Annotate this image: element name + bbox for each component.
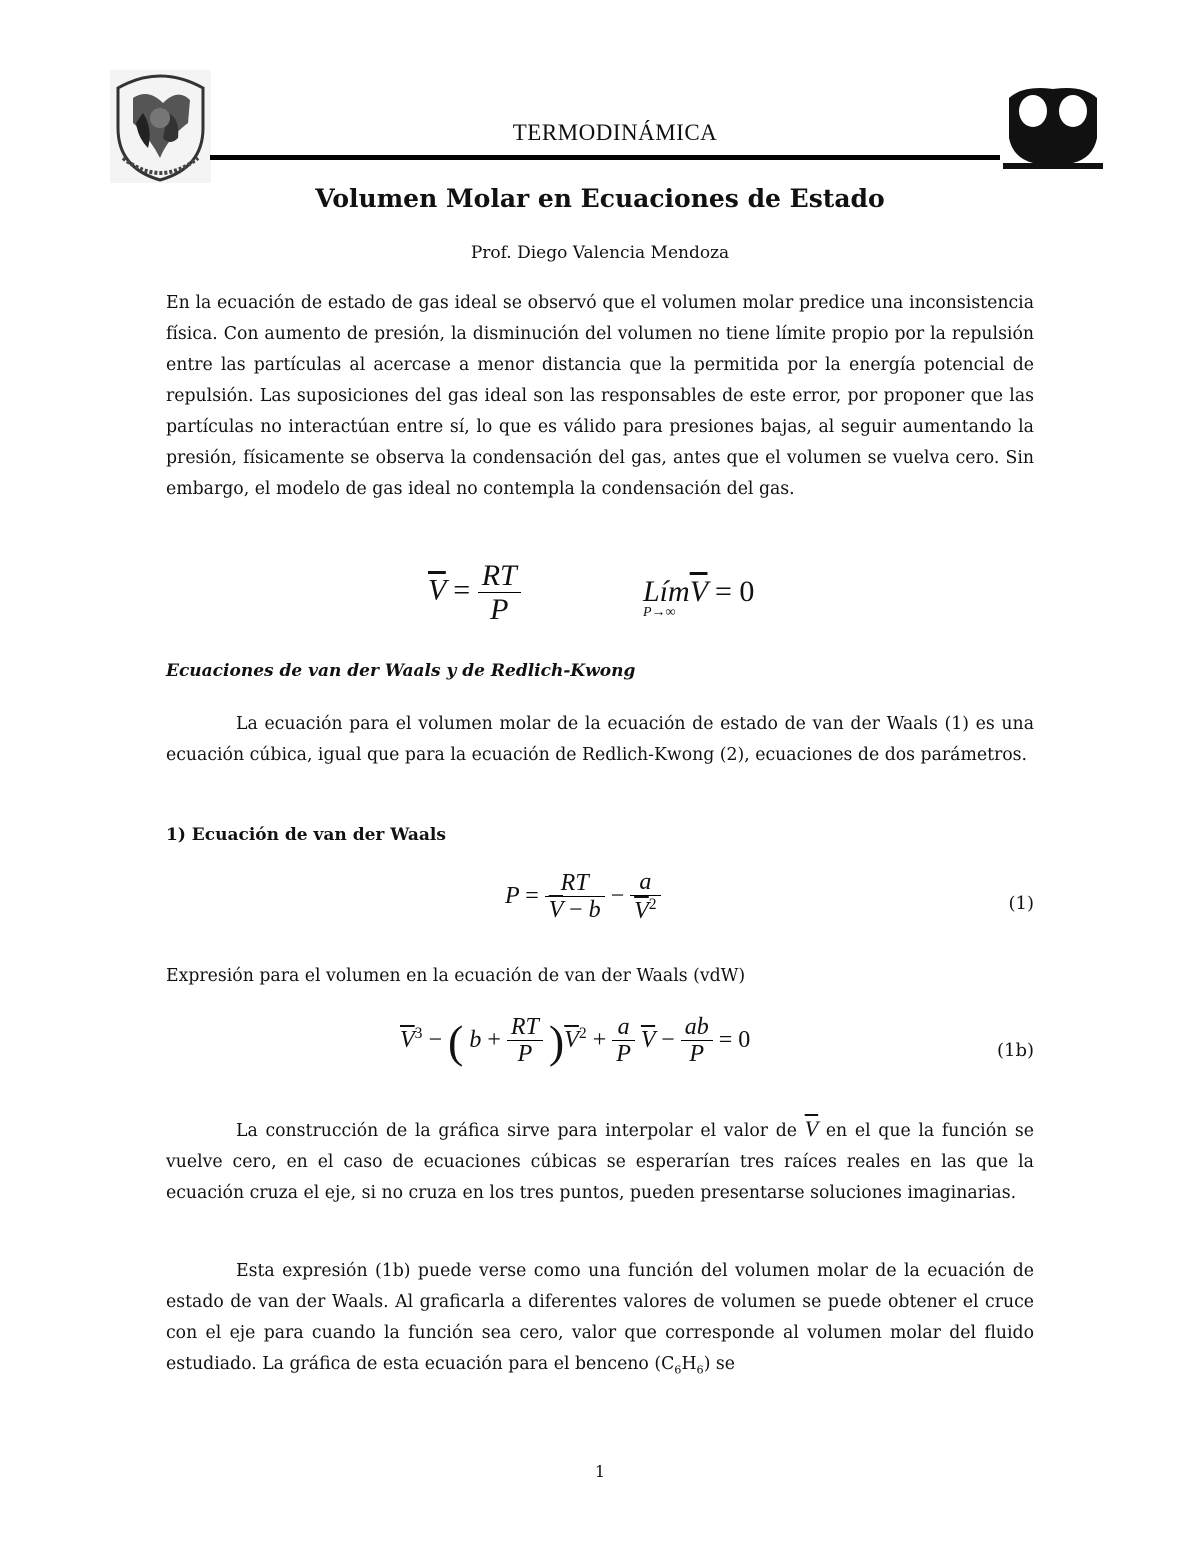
section-paragraph: La ecuación para el volumen molar de la ecuación de estado de van der Waals (1) es una ecuación cúbica, igual que para la ecuación de Redlich-Kwong (2), ecuaciones de dos parámetros. [166, 714, 1034, 765]
subscript: 6 [674, 1363, 682, 1377]
var-V-inline: $\overline{V}$ [804, 1116, 819, 1141]
exponent: 2 [648, 896, 657, 914]
numerator: a [630, 870, 660, 896]
subscript: 6 [696, 1363, 704, 1377]
subsection-heading: 1) Ecuación de van der Waals [166, 825, 446, 845]
var-b: b [588, 897, 601, 924]
header-rule [210, 155, 1000, 160]
document-title: Volumen Molar en Ecuaciones de Estado [315, 184, 885, 213]
equation-number-1b: (1b) [996, 1040, 1034, 1061]
var-V: $\overline{V}$ [428, 573, 446, 607]
denominator: P [689, 1041, 705, 1068]
intro-paragraph: En la ecuación de estado de gas ideal se observó que el volumen molar predice una inconsistencia física. Con aumento de presión, la disminución del volumen no tiene límite propio por la repulsión entre las partículas al acercase a menor distancia que la permitida por la energía potencial de repulsión. Las suposiciones del gas ideal son las responsables de este error, por proponer que las partículas no interactúan entre sí, lo que es válido para presiones bajas, al seguir aumentando la presión, físicamente se observa la condensación del gas, antes que el volumen se vuelva cero. Sin embargo, el modelo de gas ideal no contempla la condensación del gas. [166, 293, 1034, 499]
construction-text-end: en el que la función se vuelve cero, en el caso de ecuaciones cúbicas se esperarían tres raíces reales en las que la ecuación cruza el eje, si no cruza en los tres puntos, pueden presentarse soluciones imaginarias. [166, 1121, 1034, 1203]
minus: − [661, 1027, 675, 1054]
page-number: 1 [594, 1462, 606, 1481]
last-text-end: ) se [703, 1354, 736, 1374]
section-heading: Ecuaciones de van der Waals y de Redlich-Kwong [166, 661, 636, 681]
denominator [545, 897, 605, 923]
limit-label: Lím [643, 575, 690, 608]
equation-number-1: (1) [1008, 893, 1034, 914]
last-text-mid: H [681, 1354, 697, 1374]
var-b: b [469, 1027, 482, 1054]
plus: + [487, 1027, 501, 1054]
right-paren: ) [548, 1016, 565, 1067]
fraction-ab-P [681, 1015, 713, 1068]
fraction-RT [545, 871, 605, 924]
var-V: $\overline{V}$ [640, 1027, 656, 1054]
eq-sign: = [453, 573, 471, 607]
minus: − [428, 1027, 443, 1054]
fraction-a-P [612, 1015, 635, 1068]
var-V: $\overline{V}$ [564, 1027, 579, 1054]
denominator: P [490, 592, 509, 626]
numerator: RT [507, 1015, 543, 1041]
fraction [478, 560, 521, 626]
eq-sign: = [525, 882, 539, 909]
minus: − [569, 897, 583, 924]
construction-paragraph [166, 1113, 1034, 1209]
zero: 0 [739, 575, 755, 608]
eq-sign: = [718, 1027, 733, 1054]
last-paragraph [166, 1256, 1034, 1385]
var-V: $\overline{V}$ [548, 897, 564, 924]
exponent: 2 [578, 1025, 587, 1043]
ideal-gas-equation [428, 560, 521, 626]
exponent: 3 [414, 1025, 423, 1043]
eq-sign: = [714, 575, 732, 608]
var-P: P [505, 882, 520, 909]
header-title: TERMODINÁMICA [512, 120, 718, 145]
denominator [630, 896, 660, 924]
fraction-a [630, 870, 660, 925]
var-V: $\overline{V}$ [400, 1027, 415, 1054]
limit-equation [643, 575, 754, 621]
left-paren: ( [448, 1016, 464, 1067]
author-line: Prof. Diego Valencia Mendoza [470, 243, 730, 263]
last-text: Esta expresión (1b) puede verse como una función del volumen molar de la ecuación de estado de van der Waals. Al graficarla a diferentes valores de volumen se puede obtener el cruce con el eje para cuando la función sea cero, valor que corresponde al volumen molar del fluido estudiado. La gráfica de esta ecuación para el benceno (C [166, 1261, 1034, 1374]
denominator: P [517, 1041, 533, 1068]
vdw-equation [505, 870, 661, 925]
construction-text-start: La construcción de la gráfica sirve para interpolar el valor de [236, 1121, 798, 1141]
denominator: P [616, 1041, 631, 1068]
fraction-RT-P [507, 1015, 543, 1068]
plus: + [592, 1027, 607, 1054]
minus: − [610, 882, 625, 909]
expression-label: Expresión para el volumen en la ecuación de van der Waals (vdW) [166, 966, 746, 986]
numerator: RT [478, 560, 521, 593]
zero: 0 [738, 1027, 751, 1054]
limit-subscript: P→∞ [643, 605, 676, 620]
numerator: a [612, 1015, 635, 1041]
numerator: ab [681, 1015, 713, 1041]
var-V: $\overline{V}$ [689, 575, 708, 608]
vdw-cubic-equation [400, 1015, 750, 1068]
numerator: RT [545, 871, 605, 897]
var-V: $\overline{V}$ [634, 898, 649, 925]
